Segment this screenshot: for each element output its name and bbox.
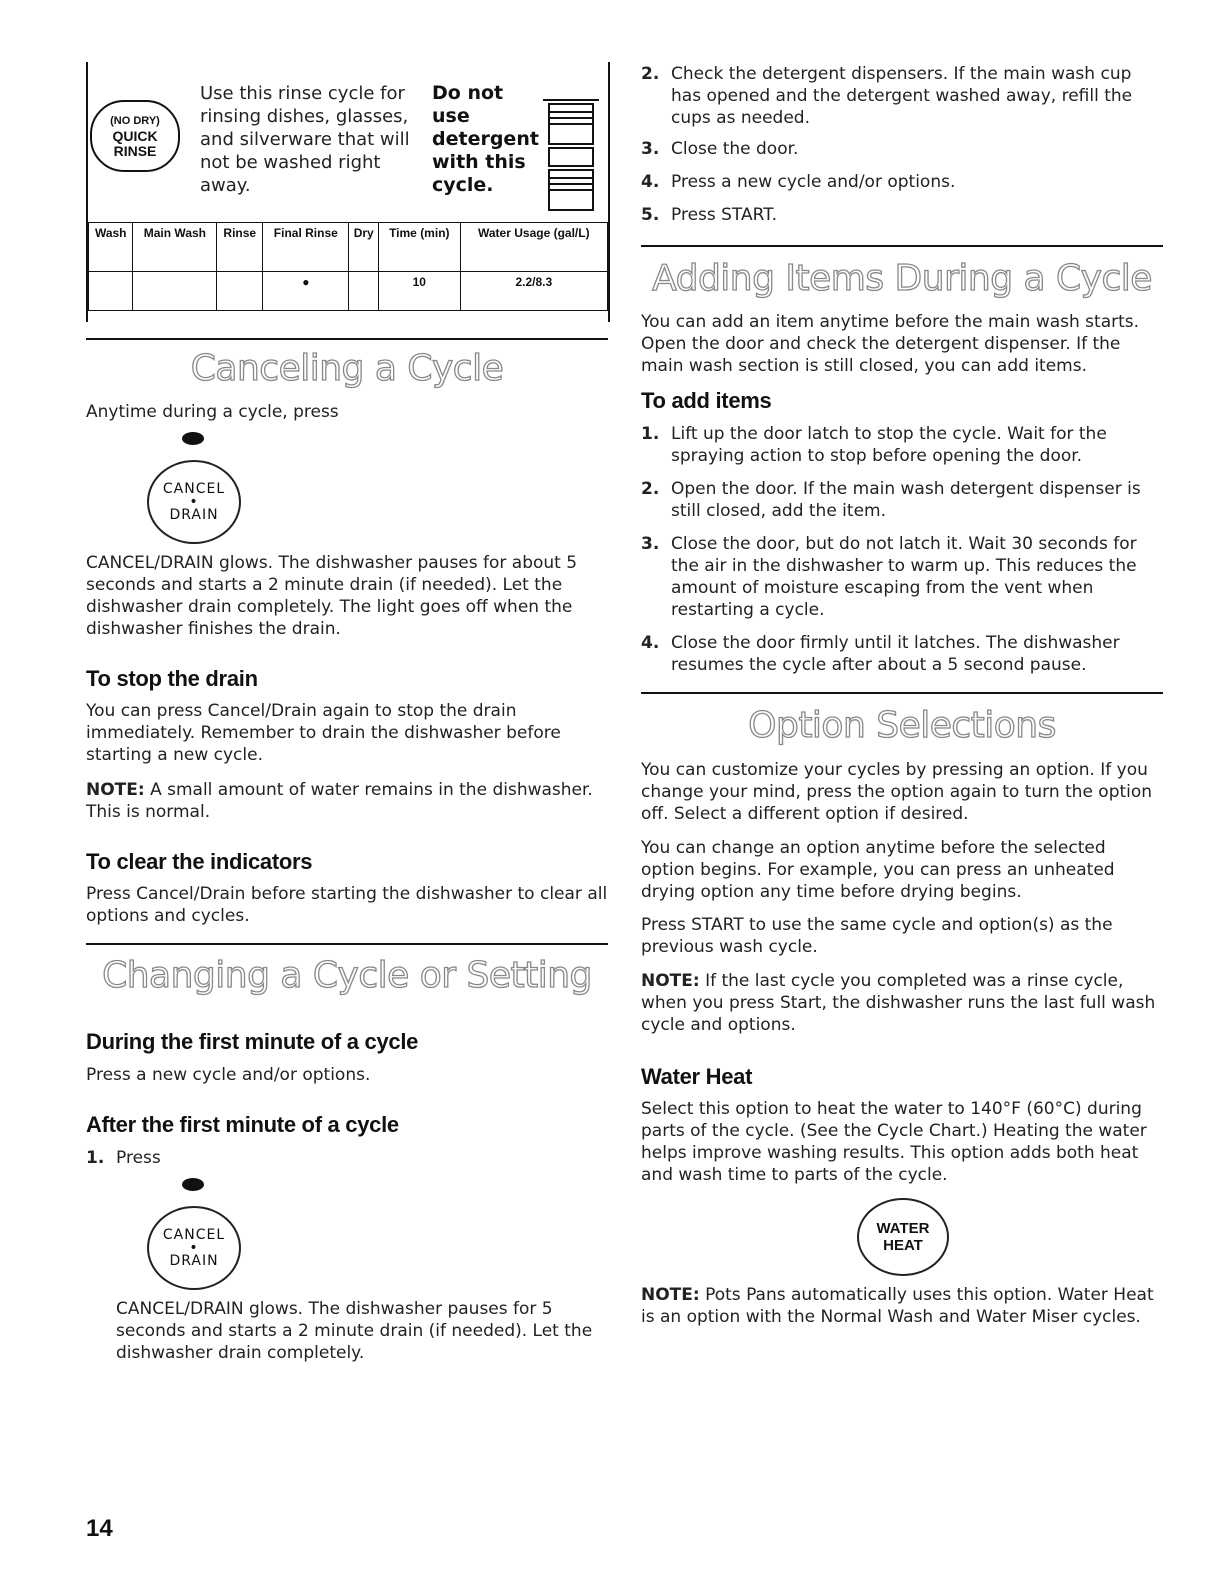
changing-heading: Changing a Cycle or Setting bbox=[102, 955, 592, 996]
note-label: NOTE: bbox=[86, 780, 145, 800]
note-label: NOTE: bbox=[641, 1285, 700, 1305]
list-item bbox=[641, 138, 1163, 160]
step-number: 5. bbox=[641, 205, 660, 225]
after-first-minute-steps bbox=[86, 1147, 608, 1169]
note-body: A small amount of water remains in the dishwasher. This is normal. bbox=[86, 780, 593, 822]
cancel-drain-button-dot: • bbox=[189, 494, 199, 510]
step-number: 4. bbox=[641, 172, 660, 192]
options-paragraph-2: You can change an option anytime before the selected option begins. For example, you can press an unheated drying option any time before drying begins. bbox=[641, 838, 1115, 902]
cycle-chart-cell: 10 bbox=[379, 272, 461, 311]
step-text: Press START. bbox=[671, 205, 777, 225]
cycle-chart-header-row bbox=[89, 223, 608, 272]
water-heat-note bbox=[641, 1284, 1163, 1328]
quick-rinse-icon-line1: (NO DRY) bbox=[110, 114, 160, 127]
list-item bbox=[641, 171, 1163, 193]
canceling-note bbox=[86, 779, 608, 823]
cycle-chart-header: Final Rinse bbox=[263, 223, 349, 272]
after-first-minute-title: After the first minute of a cycle bbox=[86, 1112, 399, 1137]
divider bbox=[641, 245, 1163, 247]
after-first-minute-body: CANCEL/DRAIN glows. The dishwasher pauses for 5 seconds and starts a 2 minute drain (if needed). Let the dishwasher drain completely. bbox=[116, 1299, 593, 1363]
water-heat-button-line1: WATER bbox=[876, 1220, 930, 1237]
adding-intro: You can add an item anytime before the main wash starts. Open the door and check the detergent dispenser. If the main wash section is still closed, you can add items. bbox=[641, 312, 1140, 376]
step-number: 1. bbox=[641, 424, 660, 444]
divider bbox=[641, 692, 1163, 694]
page-number: 14 bbox=[86, 1515, 113, 1542]
cancel-drain-button-bottom: DRAIN bbox=[169, 1253, 219, 1269]
quick-rinse-warning: Do not use detergent with this cycle. bbox=[432, 82, 539, 196]
cycle-chart-header: Time (min) bbox=[379, 223, 461, 272]
changing-steps-continued bbox=[641, 63, 1163, 226]
step-number: 3. bbox=[641, 534, 660, 554]
first-minute-title: During the first minute of a cycle bbox=[86, 1029, 419, 1054]
step-text: Press a new cycle and/or options. bbox=[671, 172, 956, 192]
step-number: 2. bbox=[641, 479, 660, 499]
canceling-heading: Canceling a Cycle bbox=[190, 348, 504, 389]
canceling-body: CANCEL/DRAIN glows. The dishwasher pauses for about 5 seconds and starts a 2 minute drain (if needed). Let the dishwasher drain completely. The light goes off when the dishwasher finishes the drain. bbox=[86, 553, 578, 639]
step-text: Open the door. If the main wash detergent dispenser is still closed, add the item. bbox=[671, 479, 1141, 521]
cycle-chart-header: Main Wash bbox=[133, 223, 217, 272]
options-paragraph-3: Press START to use the same cycle and option(s) as the previous wash cycle. bbox=[641, 915, 1113, 957]
cycle-chart-table bbox=[88, 222, 608, 311]
water-heat-button[interactable] bbox=[857, 1198, 949, 1276]
cycle-chart-cell bbox=[133, 272, 217, 311]
cancel-drain-button[interactable] bbox=[147, 1206, 241, 1290]
add-items-steps bbox=[641, 423, 1163, 676]
step-number: 3. bbox=[641, 139, 660, 159]
water-heat-title: Water Heat bbox=[641, 1064, 753, 1089]
list-item bbox=[641, 423, 1163, 467]
options-note bbox=[641, 970, 1163, 1036]
first-minute-body: Press a new cycle and/or options. bbox=[86, 1065, 371, 1085]
canceling-intro: Anytime during a cycle, press bbox=[86, 402, 339, 422]
water-heat-body: Select this option to heat the water to 140°F (60°C) during parts of the cycle. (See the Cycle Chart.) Heating the water helps improve washing results. This option adds both heat and wash time to parts of the cycle. bbox=[641, 1099, 1147, 1185]
step-number: 2. bbox=[641, 64, 660, 84]
cycle-chart-cell: ● bbox=[263, 272, 349, 311]
quick-rinse-description: Use this rinse cycle for rinsing dishes, glasses, and silverware that will not be washed right away. bbox=[200, 83, 410, 196]
options-heading: Option Selections bbox=[748, 705, 1056, 746]
cycle-chart-header: Water Usage (gal/L) bbox=[460, 223, 607, 272]
cancel-drain-button-bottom: DRAIN bbox=[169, 507, 219, 523]
cycle-chart-cell bbox=[349, 272, 379, 311]
list-item bbox=[641, 478, 1163, 522]
step-text: Close the door firmly until it latches. The dishwasher resumes the cycle after about a 5 second pause. bbox=[671, 633, 1120, 675]
cycle-chart-header: Wash bbox=[89, 223, 133, 272]
cycle-chart-cell: 2.2/8.3 bbox=[460, 272, 607, 311]
step-text: Close the door, but do not latch it. Wait 30 seconds for the air in the dishwasher to warm up. This reduces the amount of moisture escaping from the vent when restarting a cycle. bbox=[671, 534, 1137, 620]
list-item bbox=[641, 63, 1163, 129]
cycle-chart-header: Rinse bbox=[217, 223, 263, 272]
list-item bbox=[641, 632, 1163, 676]
adding-heading: Adding Items During a Cycle bbox=[652, 258, 1152, 299]
cancel-drain-button[interactable] bbox=[147, 460, 241, 544]
quick-rinse-icon-line3: RINSE bbox=[113, 142, 157, 159]
clear-indicators-body: Press Cancel/Drain before starting the dishwasher to clear all options and cycles. bbox=[86, 884, 608, 926]
step-number: 4. bbox=[641, 633, 660, 653]
divider bbox=[86, 338, 608, 340]
stop-drain-title: To stop the drain bbox=[86, 666, 258, 691]
add-items-title: To add items bbox=[641, 388, 772, 413]
cancel-drain-indicator-light bbox=[182, 1178, 204, 1191]
note-body: If the last cycle you completed was a rinse cycle, when you press Start, the dishwasher runs the last full wash cycle and options. bbox=[641, 971, 1156, 1035]
step-text: Close the door. bbox=[671, 139, 799, 159]
divider bbox=[86, 943, 608, 945]
step-text: Check the detergent dispensers. If the main wash cup has opened and the detergent washed away, refill the cups as needed. bbox=[671, 64, 1133, 128]
cancel-drain-button-dot: • bbox=[189, 1240, 199, 1256]
cycle-chart-cell bbox=[217, 272, 263, 311]
quick-rinse-panel bbox=[86, 62, 610, 322]
list-item bbox=[641, 533, 1163, 621]
step-number: 1. bbox=[86, 1148, 105, 1168]
cancel-drain-indicator-light bbox=[182, 432, 204, 445]
options-paragraph-1: You can customize your cycles by pressing an option. If you change your mind, press the option again to turn the option off. Select a different option if desired. bbox=[641, 760, 1153, 824]
note-label: NOTE: bbox=[641, 971, 700, 991]
cancel-drain-button-top: CANCEL bbox=[162, 1227, 226, 1243]
quick-rinse-icon-line2: QUICK bbox=[112, 127, 158, 144]
list-item bbox=[86, 1147, 608, 1169]
cycle-chart-cell bbox=[89, 272, 133, 311]
note-body: Pots Pans automatically uses this option. Water Heat is an option with the Normal Wash and Water Miser cycles. bbox=[641, 1285, 1154, 1327]
clear-indicators-title: To clear the indicators bbox=[86, 849, 313, 874]
quick-rinse-icon bbox=[90, 100, 180, 172]
step-text: Press bbox=[116, 1148, 161, 1168]
cycle-chart-header: Dry bbox=[349, 223, 379, 272]
cycle-chart-row bbox=[89, 272, 608, 311]
water-heat-button-line2: HEAT bbox=[883, 1237, 923, 1254]
cancel-drain-button-top: CANCEL bbox=[162, 481, 226, 497]
step-text: Lift up the door latch to stop the cycle. Wait for the spraying action to stop before opening the door. bbox=[671, 424, 1107, 466]
no-detergent-icon bbox=[543, 90, 599, 214]
stop-drain-body: You can press Cancel/Drain again to stop the drain immediately. Remember to drain the dishwasher before starting a new cycle. bbox=[86, 701, 561, 765]
list-item bbox=[641, 204, 1163, 226]
